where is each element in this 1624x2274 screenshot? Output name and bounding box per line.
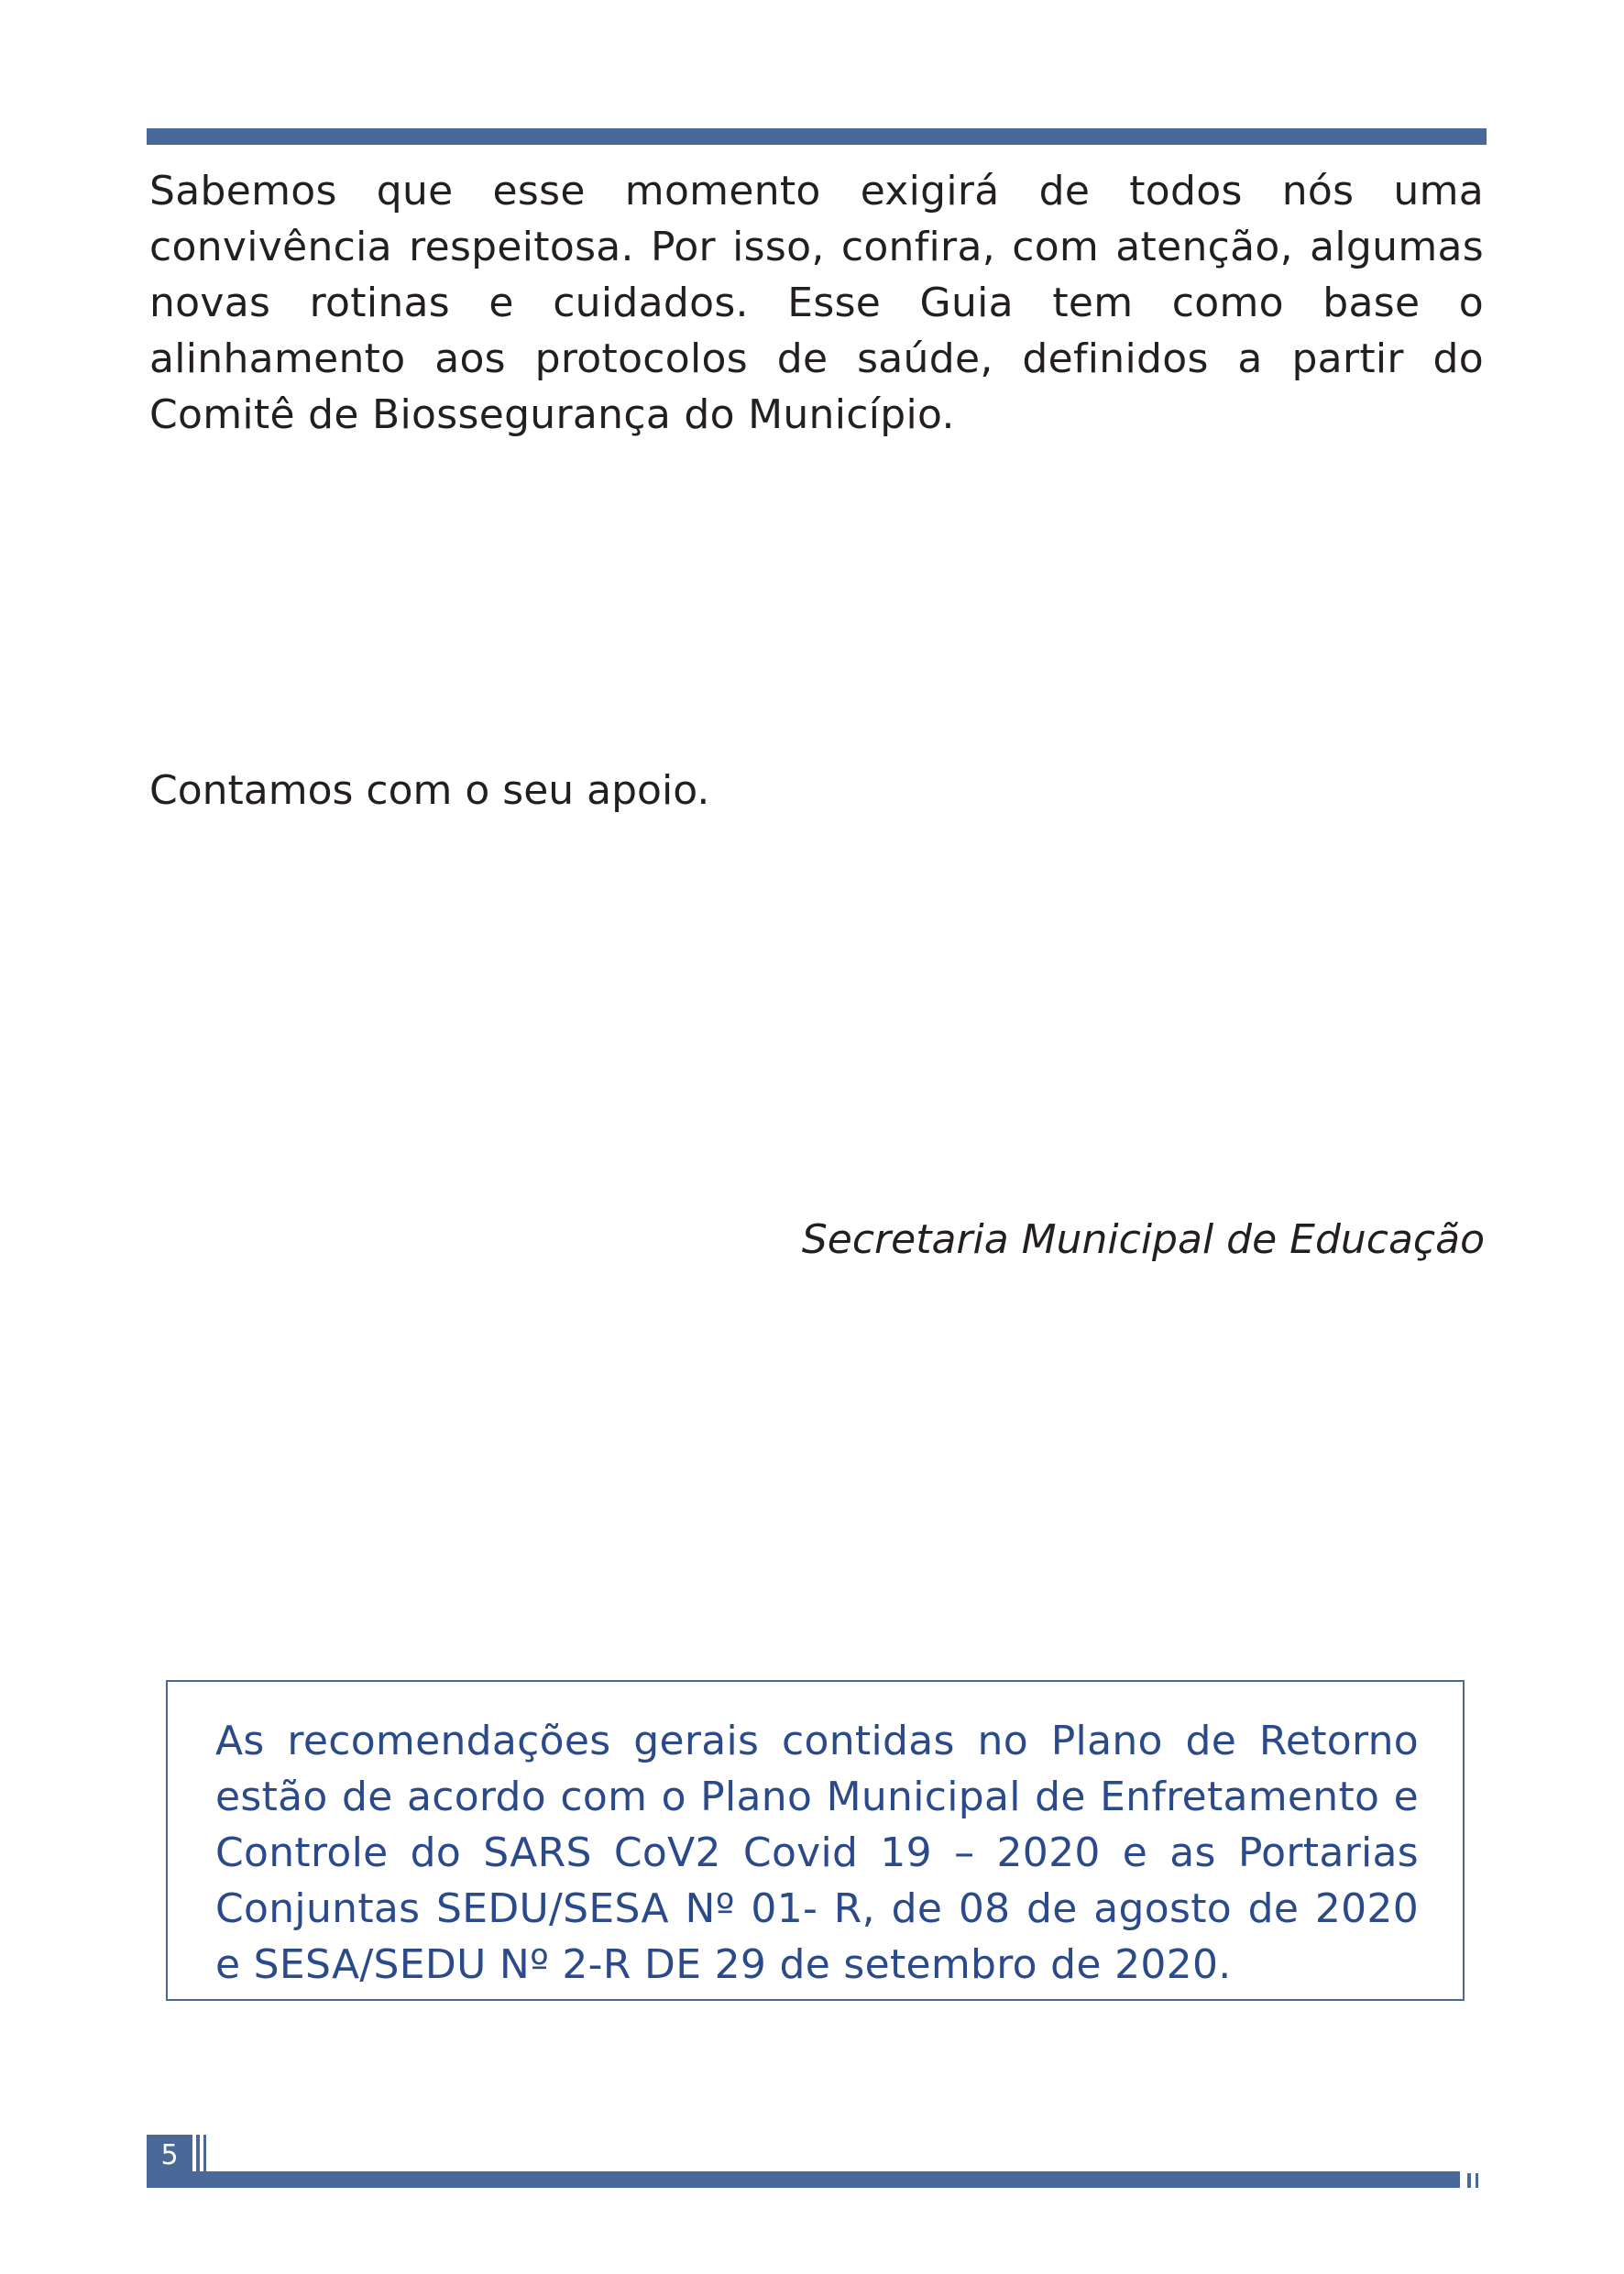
intro-paragraph: Sabemos que esse momento exigirá de todos nós uma convivência respeitosa. Por isso, confira, com atenção, algumas novas rotinas e cuidados. Esse Guia tem como base o alinhamento aos protocolos de saúde, definidos a partir do Comitê de Biossegurança do Município. [149, 168, 1484, 438]
notice-box [166, 1680, 1465, 2001]
bottom-divider [147, 2171, 1460, 2188]
notice-text: As recomendações gerais contidas no Plano de Retorno estão de acordo com o Plano Municipal de Enfretamento e Controle do SARS CoV2 Covid 19 – 2020 e as Portarias Conjuntas SEDU/SESA Nº 01- R, de 08 de agosto de 2020 e SESA/SEDU Nº 2-R DE 29 de setembro de 2020. [215, 1718, 1419, 1988]
closing-line: Contamos com o seu apoio. [149, 767, 710, 814]
footer-tick-mark [203, 2135, 206, 2171]
footer-tick-mark [196, 2135, 200, 2171]
top-divider [147, 128, 1487, 145]
page-number: 5 [147, 2135, 192, 2177]
signature: Secretaria Municipal de Educação [801, 1216, 1485, 1263]
footer-tick-mark [1476, 2173, 1478, 2188]
footer-tick-mark [1467, 2173, 1471, 2188]
